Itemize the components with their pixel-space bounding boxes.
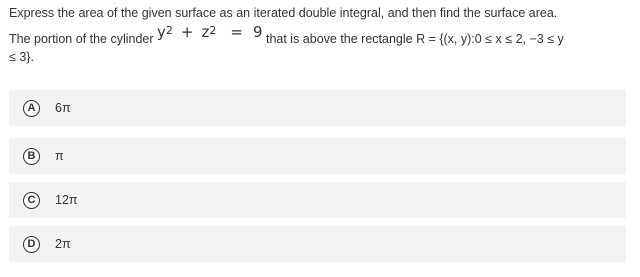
question-line-2 [9,23,629,49]
choice-c-text: 12π [55,193,78,207]
choice-b[interactable] [9,138,626,174]
question-line-2-end: that is above the rectangle R = {(x, y):0 ≤ x ≤ 2, −3 ≤ y [265,32,564,46]
equation-exponent-2: 2 [209,24,217,37]
choice-a-text: 6π [55,101,71,115]
question-line-1: Express the area of the given surface as an iterated double integral, and then find the surface area. [9,6,558,20]
choice-d-text: 2π [55,237,71,251]
cylinder-equation [157,23,262,41]
equation-plus: + [180,23,194,41]
equation-var-z: z [201,23,210,41]
question-line-2-start: The portion of the cylinder [9,32,154,46]
equation-var-y: y [157,23,166,41]
question-line-3: ≤ 3}. [9,50,34,64]
choice-c[interactable] [9,182,626,218]
choice-c-badge: C [23,192,40,209]
choice-b-text: π [55,149,64,163]
choice-d-badge: D [23,236,40,253]
choice-a[interactable] [9,90,626,126]
choice-b-badge: B [23,148,40,165]
equation-rhs: 9 [252,23,263,41]
equation-equals: = [230,23,243,41]
equation-exponent-1: 2 [165,24,173,37]
question-text [9,3,629,65]
choice-d[interactable] [9,226,626,262]
choice-a-badge: A [23,100,40,117]
